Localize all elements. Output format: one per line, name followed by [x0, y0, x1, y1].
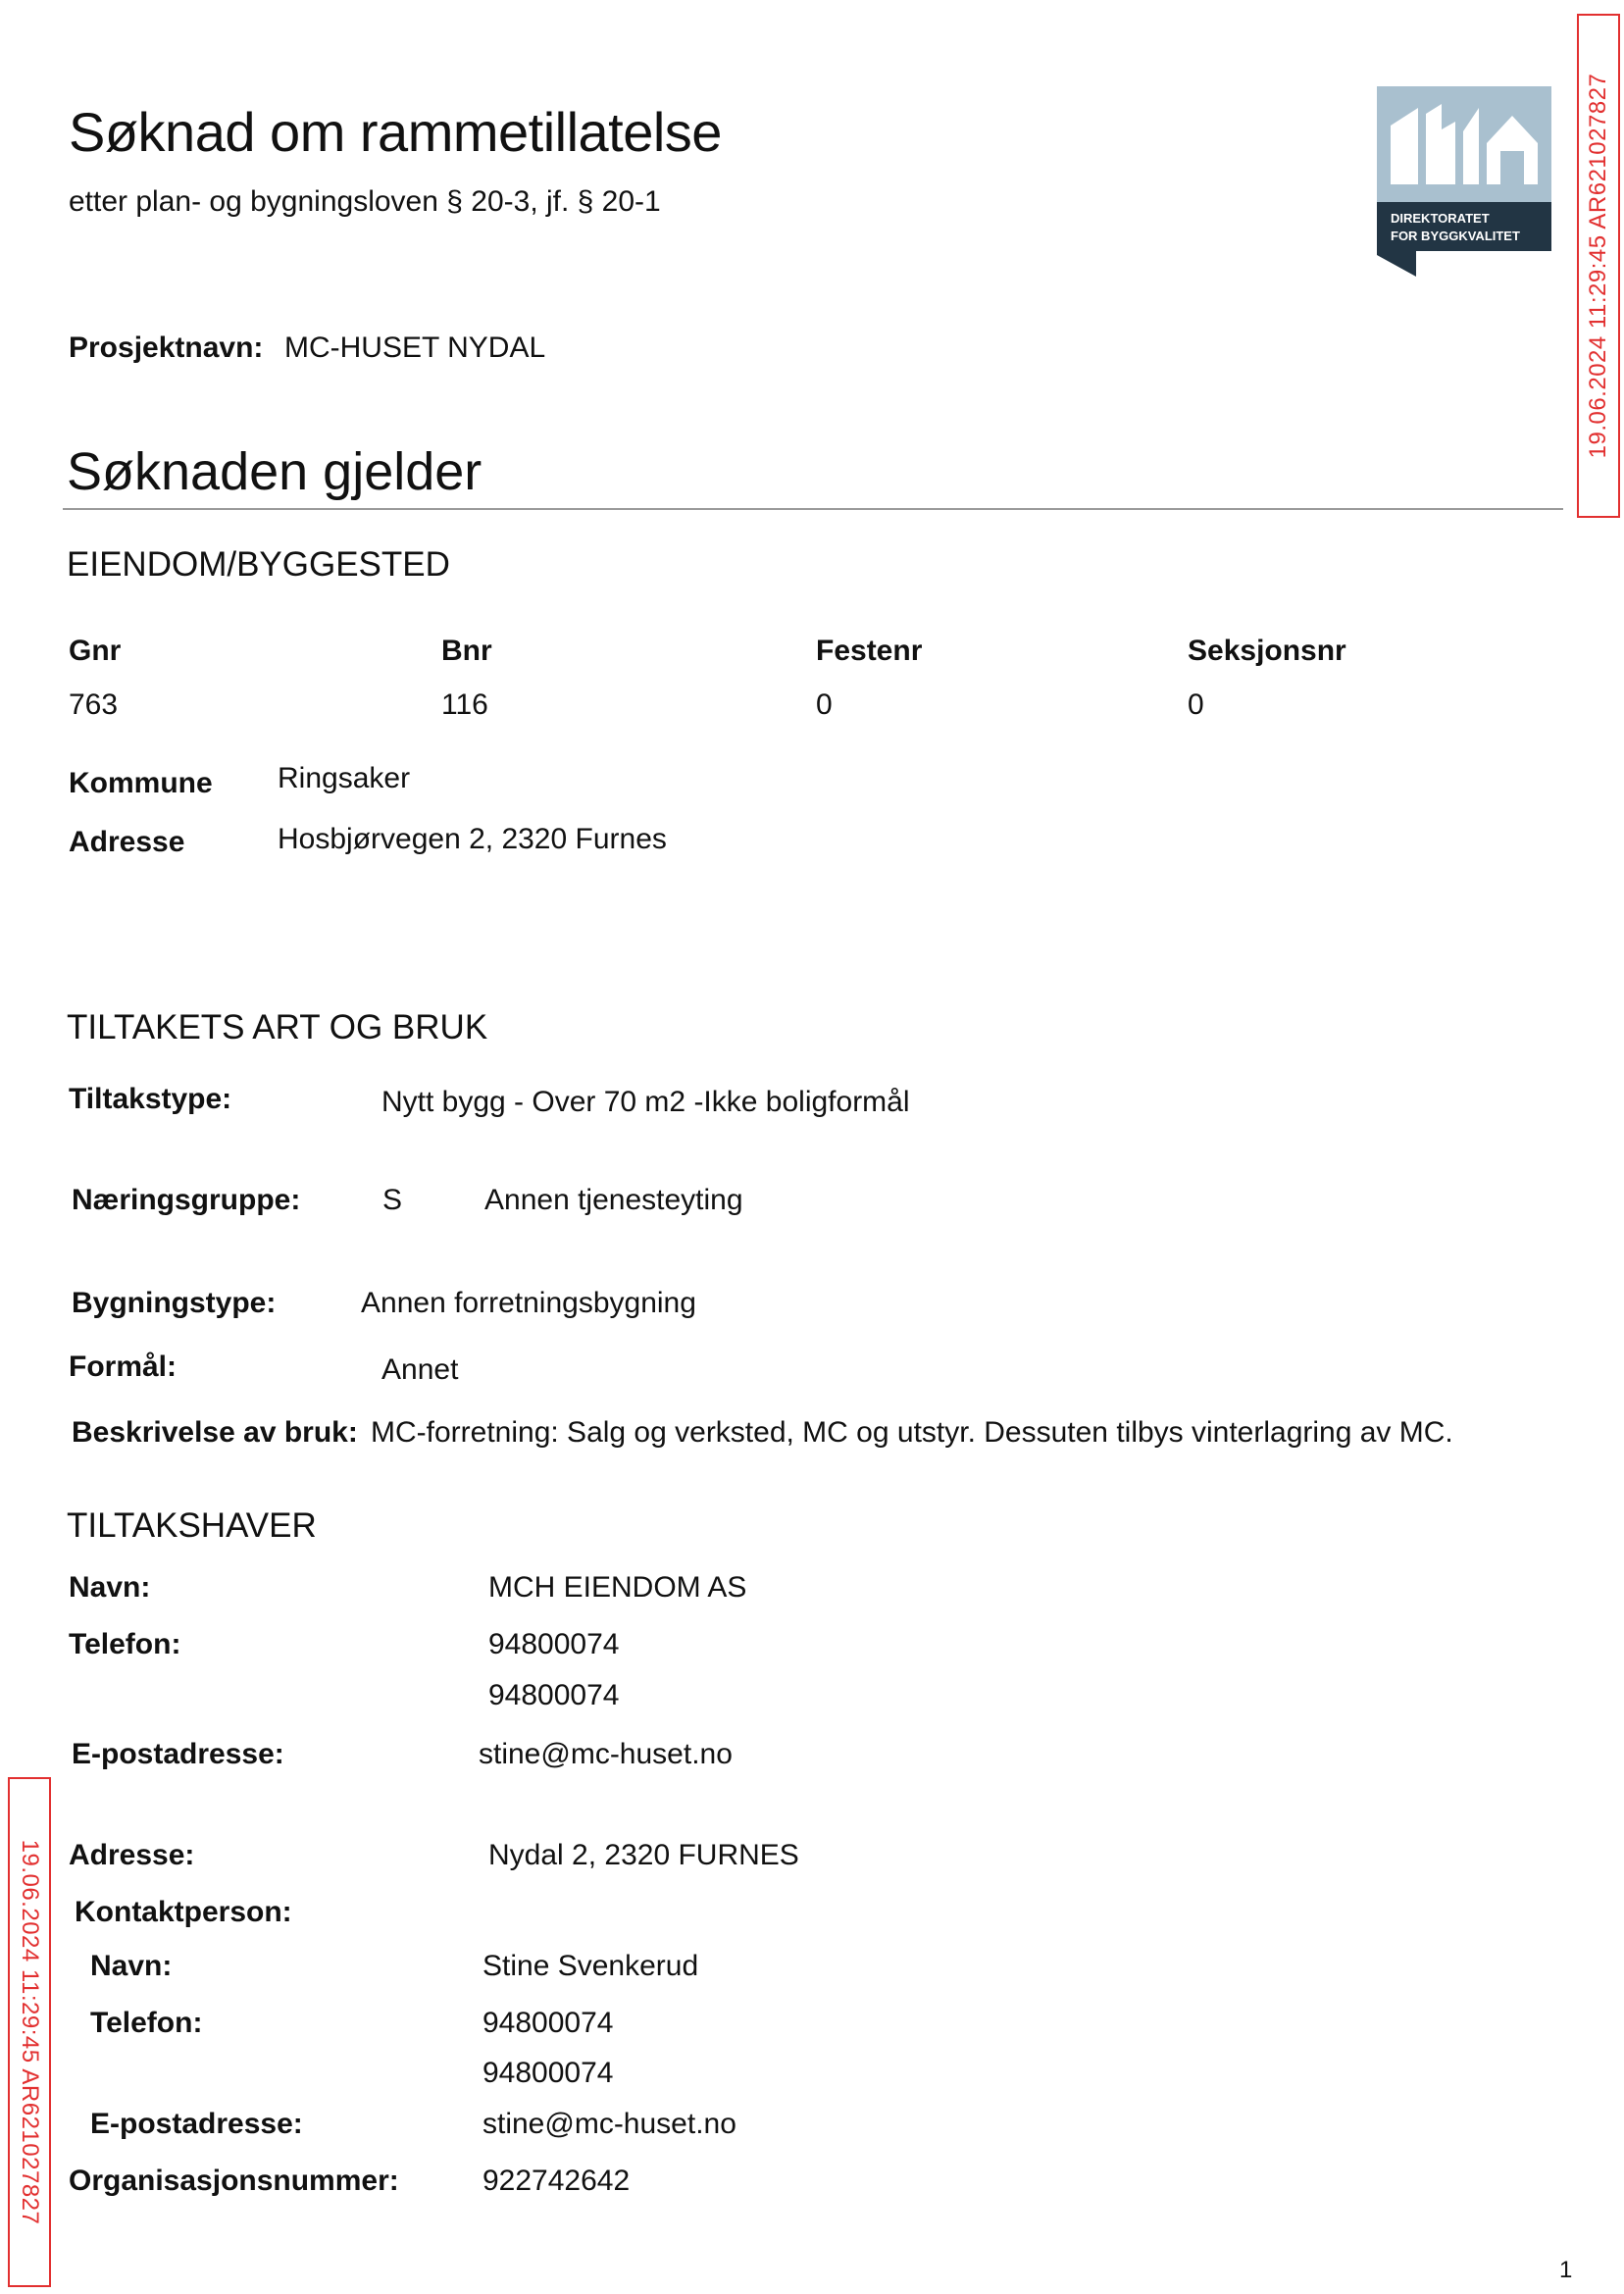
property-value-gnr: 763	[69, 688, 119, 721]
tiltakshaver-epost-value: stine@mc-huset.no	[479, 1738, 733, 1770]
kommune-value: Ringsaker	[278, 762, 411, 794]
naeringsgruppe-value: Annen tjenesteyting	[484, 1184, 743, 1216]
dibk-logo	[1377, 86, 1551, 277]
registration-stamp-top	[1577, 14, 1620, 518]
page-number: 1	[1559, 2257, 1573, 2283]
svg-text:FOR BYGGKVALITET: FOR BYGGKVALITET	[1391, 229, 1520, 243]
orgnr-label: Organisasjonsnummer:	[69, 2165, 399, 2197]
property-section-title: EIENDOM/BYGGESTED	[67, 545, 450, 584]
tiltakshaver-telefon-value-2: 94800074	[488, 1679, 620, 1711]
tiltakshaver-epost-label: E-postadresse:	[72, 1738, 284, 1770]
property-value-festenr: 0	[816, 688, 833, 721]
project-name-label: Prosjektnavn:	[69, 331, 264, 364]
document-title: Søknad om rammetillatelse	[69, 101, 722, 163]
formal-label: Formål:	[69, 1351, 178, 1383]
orgnr-value: 922742642	[482, 2165, 631, 2197]
naeringsgruppe-label: Næringsgruppe:	[72, 1184, 301, 1216]
bygningstype-value: Annen forretningsbygning	[361, 1287, 696, 1319]
tiltakstype-value: Nytt bygg - Over 70 m2 -Ikke boligformål	[381, 1086, 910, 1118]
property-value-bnr: 116	[441, 688, 488, 721]
document-subtitle: etter plan- og bygningsloven § 20-3, jf. § 20-1	[69, 185, 661, 218]
kontakt-navn-label: Navn:	[90, 1950, 173, 1982]
adresse-value: Hosbjørvegen 2, 2320 Furnes	[278, 823, 667, 855]
stamp-text: 19.06.2024 11:29:45 AR621027827	[17, 1839, 43, 2225]
dibk-logo-icon	[1377, 86, 1551, 277]
property-column-seksjonsnr: Seksjonsnr	[1188, 635, 1346, 667]
tiltakshaver-section-title: TILTAKSHAVER	[67, 1506, 317, 1545]
kontaktperson-label: Kontaktperson:	[75, 1896, 292, 1928]
property-value-seksjonsnr: 0	[1188, 688, 1204, 721]
kontakt-navn-value: Stine Svenkerud	[482, 1950, 699, 1982]
beskrivelse-value: MC-forretning: Salg og verksted, MC og utstyr. Dessuten tilbys vinterlagring av MC.	[371, 1416, 1453, 1449]
svg-text:DIREKTORATET: DIREKTORATET	[1391, 211, 1490, 226]
property-column-festenr: Festenr	[816, 635, 923, 667]
stamp-text: 19.06.2024 11:29:45 AR621027827	[1585, 73, 1611, 459]
tiltakstype-label: Tiltakstype:	[69, 1083, 232, 1115]
kontakt-epost-value: stine@mc-huset.no	[482, 2108, 736, 2140]
bygningstype-label: Bygningstype:	[72, 1287, 277, 1319]
tiltakshaver-telefon-value: 94800074	[488, 1628, 620, 1660]
formal-value: Annet	[381, 1353, 459, 1386]
property-column-bnr: Bnr	[441, 635, 492, 667]
tiltakshaver-navn-label: Navn:	[69, 1571, 151, 1604]
naeringsgruppe-code: S	[382, 1184, 403, 1216]
adresse-label: Adresse	[69, 826, 185, 858]
tiltakshaver-navn-value: MCH EIENDOM AS	[488, 1571, 747, 1604]
registration-stamp-bottom	[8, 1777, 51, 2287]
tiltakshaver-adresse-value: Nydal 2, 2320 FURNES	[488, 1839, 799, 1871]
tiltakshaver-adresse-label: Adresse:	[69, 1839, 195, 1871]
tiltak-section-title: TILTAKETS ART OG BRUK	[67, 1008, 488, 1046]
project-name-value: MC-HUSET NYDAL	[284, 331, 546, 364]
kontakt-telefon-label: Telefon:	[90, 2007, 203, 2039]
heading-divider	[63, 508, 1563, 510]
kontakt-telefon-value-2: 94800074	[482, 2057, 614, 2089]
kontakt-epost-label: E-postadresse:	[90, 2108, 303, 2140]
tiltakshaver-telefon-label: Telefon:	[69, 1628, 181, 1660]
property-column-gnr: Gnr	[69, 635, 122, 667]
beskrivelse-label: Beskrivelse av bruk:	[72, 1416, 358, 1449]
kontakt-telefon-value: 94800074	[482, 2007, 614, 2039]
section-heading: Søknaden gjelder	[67, 442, 482, 501]
kommune-label: Kommune	[69, 767, 213, 799]
